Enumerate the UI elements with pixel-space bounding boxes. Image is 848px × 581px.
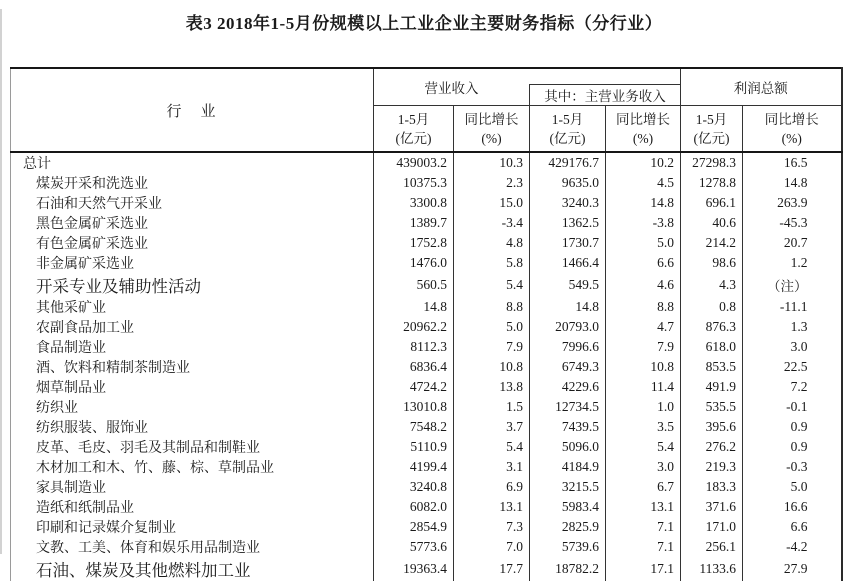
value-cell: 11.4 (606, 377, 681, 397)
value-cell: 14.8 (606, 193, 681, 213)
value-cell: 439003.2 (374, 152, 454, 173)
value-cell: 535.5 (681, 397, 743, 417)
subheader-growth-unit: (%) (781, 130, 802, 146)
table-row (11, 193, 842, 213)
value-cell: 5.8 (454, 253, 530, 273)
industry-name-cell: 食品制造业 (36, 341, 106, 356)
value-cell: 7.9 (454, 337, 530, 357)
value-cell: 219.3 (681, 457, 743, 477)
value-cell: 1278.8 (681, 173, 743, 193)
value-cell: 17.1 (606, 557, 681, 581)
value-cell: 3.5 (606, 417, 681, 437)
value-cell: 853.5 (681, 357, 743, 377)
industry-name-cell: 其他采矿业 (36, 301, 106, 316)
value-cell: 3240.3 (530, 193, 606, 213)
value-cell: 7439.5 (530, 417, 606, 437)
table-row (11, 517, 842, 537)
header-industry: 行 业 (11, 68, 374, 152)
value-cell: 4229.6 (530, 377, 606, 397)
table-row (11, 317, 842, 337)
table-row (11, 437, 842, 457)
industry-name-cell: 文教、工美、体育和娱乐用品制造业 (36, 541, 260, 556)
subheader-growth-label: 同比增长 (764, 111, 819, 127)
subheader-growth-label: 同比增长 (464, 111, 519, 127)
industry-name-cell: 皮革、毛皮、羽毛及其制品和制鞋业 (36, 441, 260, 456)
value-cell: 15.0 (454, 193, 530, 213)
header-main-revenue-spacer (530, 68, 681, 84)
value-cell: 618.0 (681, 337, 743, 357)
table-row (11, 233, 842, 253)
value-cell: 3.1 (454, 457, 530, 477)
value-cell: 6.9 (454, 477, 530, 497)
value-cell: 4.3 (681, 273, 743, 297)
value-cell: 276.2 (681, 437, 743, 457)
value-cell: 1.3 (743, 317, 842, 337)
value-cell: 8.8 (606, 297, 681, 317)
value-cell: 10.8 (606, 357, 681, 377)
table-row (11, 417, 842, 437)
value-cell: 5.4 (454, 273, 530, 297)
subheader-period-label: 1-5月 (551, 111, 584, 127)
table-row (11, 457, 842, 477)
value-cell: 2825.9 (530, 517, 606, 537)
page-title: 表3 2018年1-5月份规模以上工业企业主要财务指标（分行业） (185, 14, 663, 33)
value-cell: 0.9 (743, 437, 842, 457)
value-cell: 1476.0 (374, 253, 454, 273)
value-cell: -11.1 (743, 297, 842, 317)
value-cell: 5739.6 (530, 537, 606, 557)
value-cell: 4199.4 (374, 457, 454, 477)
table-row (11, 557, 842, 581)
value-cell: 7548.2 (374, 417, 454, 437)
value-cell: 4184.9 (530, 457, 606, 477)
subheader-period-unit: (亿元) (549, 130, 586, 146)
value-cell: 4.6 (606, 273, 681, 297)
value-cell: （注） (743, 273, 842, 297)
value-cell: 1466.4 (530, 253, 606, 273)
subheader-growth-label: 同比增长 (616, 111, 670, 127)
value-cell: 13.1 (454, 497, 530, 517)
value-cell: 3.0 (743, 337, 842, 357)
value-cell: 14.8 (743, 173, 842, 193)
industry-name-cell: 有色金属矿采选业 (36, 237, 148, 252)
industry-name-cell: 非金属矿采选业 (36, 257, 134, 272)
industry-name-cell: 黑色金属矿采选业 (36, 217, 148, 232)
value-cell: 5.0 (606, 233, 681, 253)
value-cell: 17.7 (454, 557, 530, 581)
value-cell: 3.7 (454, 417, 530, 437)
value-cell: 171.0 (681, 517, 743, 537)
industry-name-cell: 造纸和纸制品业 (36, 501, 134, 516)
value-cell: 14.8 (530, 297, 606, 317)
value-cell: 549.5 (530, 273, 606, 297)
value-cell: 27298.3 (681, 152, 743, 173)
table-row (11, 357, 842, 377)
table-row (11, 297, 842, 317)
value-cell: 5.0 (454, 317, 530, 337)
value-cell: 7.3 (454, 517, 530, 537)
value-cell: 1.0 (606, 397, 681, 417)
header-revenue-group: 营业收入 (374, 68, 530, 105)
value-cell: 5.4 (606, 437, 681, 457)
value-cell: 6.7 (606, 477, 681, 497)
industry-name-cell: 家具制造业 (36, 481, 106, 496)
industry-name-cell: 总计 (23, 157, 51, 172)
table-row (11, 397, 842, 417)
value-cell: 5.0 (743, 477, 842, 497)
value-cell: 10.8 (454, 357, 530, 377)
value-cell: 7.9 (606, 337, 681, 357)
table-row (11, 377, 842, 397)
value-cell: 696.1 (681, 193, 743, 213)
value-cell: 20793.0 (530, 317, 606, 337)
value-cell: 183.3 (681, 477, 743, 497)
value-cell: 16.6 (743, 497, 842, 517)
table-row (11, 273, 842, 297)
industry-name-cell: 开采专业及辅助性活动 (36, 277, 201, 296)
table-row (11, 173, 842, 193)
value-cell: 6836.4 (374, 357, 454, 377)
value-cell: 22.5 (743, 357, 842, 377)
value-cell: 5110.9 (374, 437, 454, 457)
value-cell: 8.8 (454, 297, 530, 317)
value-cell: 3.0 (606, 457, 681, 477)
industry-name-cell: 石油和天然气开采业 (36, 197, 162, 212)
value-cell: 4724.2 (374, 377, 454, 397)
value-cell: 4.7 (606, 317, 681, 337)
subheader-revenue-amount (374, 105, 454, 152)
value-cell: -4.2 (743, 537, 842, 557)
subheader-growth-unit: (%) (481, 130, 502, 146)
value-cell: 5.4 (454, 437, 530, 457)
value-cell: 1752.8 (374, 233, 454, 253)
value-cell: 2.3 (454, 173, 530, 193)
table-row (11, 477, 842, 497)
subheader-period-unit: (亿元) (395, 130, 432, 146)
value-cell: 16.5 (743, 152, 842, 173)
value-cell: 0.8 (681, 297, 743, 317)
value-cell: -45.3 (743, 213, 842, 233)
document-page (0, 9, 848, 580)
value-cell: 13010.8 (374, 397, 454, 417)
table-body (11, 152, 842, 581)
table-row (11, 537, 842, 557)
value-cell: 7.1 (606, 537, 681, 557)
industry-name-cell: 农副食品加工业 (36, 321, 134, 336)
value-cell: 98.6 (681, 253, 743, 273)
subheader-main-revenue-amount (530, 105, 606, 152)
industry-name-cell: 印刷和记录媒介复制业 (36, 521, 176, 536)
subheader-period-unit: (亿元) (693, 130, 730, 146)
value-cell: 263.9 (743, 193, 842, 213)
header-row-groups (11, 68, 842, 84)
value-cell: 395.6 (681, 417, 743, 437)
value-cell: 1.5 (454, 397, 530, 417)
value-cell: 20.7 (743, 233, 842, 253)
value-cell: 7996.6 (530, 337, 606, 357)
subheader-main-revenue-growth (606, 105, 681, 152)
table-row (11, 337, 842, 357)
value-cell: 19363.4 (374, 557, 454, 581)
value-cell: 40.6 (681, 213, 743, 233)
table-row (11, 253, 842, 273)
value-cell: 6082.0 (374, 497, 454, 517)
industry-name-cell: 石油、煤炭及其他燃料加工业 (36, 561, 251, 580)
table-row (11, 213, 842, 233)
value-cell: 491.9 (681, 377, 743, 397)
value-cell: 10.3 (454, 152, 530, 173)
value-cell: 18782.2 (530, 557, 606, 581)
subheader-growth-unit: (%) (632, 130, 654, 146)
value-cell: 1.2 (743, 253, 842, 273)
value-cell: 6749.3 (530, 357, 606, 377)
value-cell: -0.1 (743, 397, 842, 417)
value-cell: 27.9 (743, 557, 842, 581)
value-cell: 560.5 (374, 273, 454, 297)
value-cell: -3.4 (454, 213, 530, 233)
subheader-period-label: 1-5月 (695, 111, 728, 127)
industry-name-cell: 煤炭开采和洗选业 (36, 177, 148, 192)
header-profit-group: 利润总额 (681, 68, 842, 105)
header-main-revenue-group: 其中：主营业务收入 (530, 84, 681, 105)
value-cell: 6.6 (606, 253, 681, 273)
value-cell: 2854.9 (374, 517, 454, 537)
value-cell: 5983.4 (530, 497, 606, 517)
value-cell: 12734.5 (530, 397, 606, 417)
industry-name-cell: 烟草制品业 (36, 381, 106, 396)
value-cell: 14.8 (374, 297, 454, 317)
value-cell: 3215.5 (530, 477, 606, 497)
value-cell: 1730.7 (530, 233, 606, 253)
value-cell: 9635.0 (530, 173, 606, 193)
value-cell: -0.3 (743, 457, 842, 477)
value-cell: 256.1 (681, 537, 743, 557)
industry-name-cell: 纺织服装、服饰业 (36, 421, 148, 436)
table-header (11, 68, 842, 152)
value-cell: 1389.7 (374, 213, 454, 233)
subheader-period-label: 1-5月 (397, 111, 430, 127)
value-cell: 7.0 (454, 537, 530, 557)
value-cell: 7.1 (606, 517, 681, 537)
value-cell: 214.2 (681, 233, 743, 253)
value-cell: 7.2 (743, 377, 842, 397)
table-row (11, 152, 842, 173)
value-cell: 10375.3 (374, 173, 454, 193)
value-cell: 5096.0 (530, 437, 606, 457)
subheader-revenue-growth (454, 105, 530, 152)
value-cell: 4.5 (606, 173, 681, 193)
subheader-profit-amount (681, 105, 743, 152)
financial-indicators-table (10, 67, 843, 581)
value-cell: 4.8 (454, 233, 530, 253)
industry-name-cell: 木材加工和木、竹、藤、棕、草制品业 (36, 461, 274, 476)
value-cell: 3300.8 (374, 193, 454, 213)
value-cell: 5773.6 (374, 537, 454, 557)
value-cell: 20962.2 (374, 317, 454, 337)
value-cell: 876.3 (681, 317, 743, 337)
value-cell: 13.1 (606, 497, 681, 517)
table-row (11, 497, 842, 517)
value-cell: 6.6 (743, 517, 842, 537)
value-cell: 10.2 (606, 152, 681, 173)
value-cell: 371.6 (681, 497, 743, 517)
industry-name-cell: 纺织业 (36, 401, 78, 416)
subheader-profit-growth (743, 105, 842, 152)
value-cell: 1362.5 (530, 213, 606, 233)
value-cell: 13.8 (454, 377, 530, 397)
value-cell: 429176.7 (530, 152, 606, 173)
value-cell: 1133.6 (681, 557, 743, 581)
industry-name-cell: 酒、饮料和精制茶制造业 (36, 361, 190, 376)
value-cell: 8112.3 (374, 337, 454, 357)
value-cell: 3240.8 (374, 477, 454, 497)
value-cell: 0.9 (743, 417, 842, 437)
value-cell: -3.8 (606, 213, 681, 233)
